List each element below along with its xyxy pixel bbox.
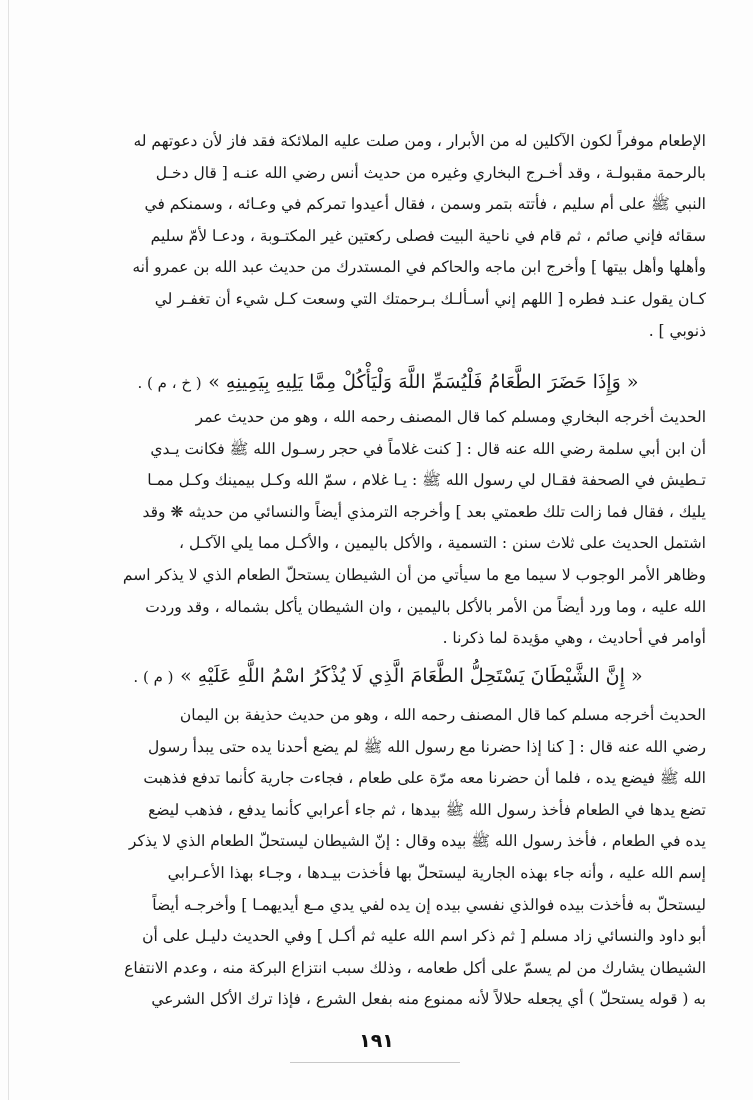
text-line: أن ابن أبي سلمة رضي الله عنه قال : [ كنت غلاماً في حجر رسـول الله ﷺ فكانت يـدي (150, 439, 706, 458)
page-number: ١٩١ (359, 1030, 394, 1052)
text-line: أبو داود والنسائي زاد مسلم [ ثم ذكر اسم الله عليه ثم أكـل ] وفي الحديث دليـل على أن (142, 927, 706, 946)
text-line: تـطيش في الصحفة فقـال لي رسول الله ﷺ : يـا غلام ، سمّ الله وكـل بيمينك وكـل ممـا (147, 471, 706, 490)
text-line: الإطعام موفراً لكون الآكلين له من الأبرار ، ومن صلت عليه الملائكة فقد فاز لأن دعوتهم له (133, 132, 706, 150)
text-line: يليك ، فقال فما زالت تلك طعمتي بعد ] وأخرجه الترمذي أيضاً والنسائي من حديثه ❋ وقد (142, 502, 706, 521)
page-edge-line (8, 0, 9, 1100)
hadith-heading-1 (70, 363, 706, 402)
text-line: اشتمل الحديث على ثلاث سنن : التسمية ، والأكل باليمين ، والأكـل مما يلي الآكـل ، (179, 534, 706, 553)
text-line: وظاهر الأمر الوجوب لا سيما مع ما سيأتي من أن الشيطان يستحلّ الطعام الذي لا يذكر اسم (122, 565, 706, 584)
hadith-source: ( خ ، م ) . (137, 374, 202, 392)
page-number-divider (290, 1062, 460, 1063)
hadith-source: ( م ) . (133, 668, 174, 686)
text-line: الشيطان يشارك من لم يسمّ على أكل طعامه ، وذلك سبب انتزاع البركة منه ، وعدم الانتفاع (124, 958, 706, 977)
paragraph-3 (70, 700, 706, 1016)
text-line: تضع يدها في الطعام فأخذ رسول الله ﷺ بيدها ، ثم جاء أعرابي كأنما يدفع ، فذهب ليضع (148, 800, 706, 819)
text-line: الله ﷺ فيضع يده ، فلما أن حضرنا معه مرّة على طعام ، فجاءت جارية كأنما تدفع فذهبت (143, 769, 706, 788)
paragraph-1 (70, 126, 706, 347)
text-line: رضي الله عنه قال : [ كنا إذا حضرنا مع رسول الله ﷺ لم يضع أحدنا يده حتى يبدأ رسول (148, 737, 706, 756)
hadith-heading-2 (70, 657, 706, 696)
paragraph-2 (70, 402, 706, 655)
text-line: الحديث أخرجه مسلم كما قال المصنف رحمه الله ، وهو من حديث حذيفة بن اليمان (179, 706, 706, 724)
hadith-text: « وَإِذَا حَضَرَ الطَّعَامُ فَلْيُسَمِّ اللَّهَ وَلْيَأْكُلْ مِمَّا يَلِيهِ بِيَمِينِهِ » (208, 371, 639, 393)
text-line: الحديث أخرجه البخاري ومسلم كما قال المصنف رحمه الله ، وهو من حديث عمر (195, 408, 706, 426)
text-line: ليستحلّ به فأخذت بيده فوالذي نفسي بيده إن يده لفي يدي مـع أيديهمـا ] وأخرجـه أيضاً (152, 895, 706, 914)
text-line: الله عليه ، وما ورد أيضاً من الأمر بالأكل باليمين ، وان الشيطان يأكل بشماله ، وقد وردت (145, 597, 706, 616)
text-line: إسم الله عليه ، وأنه جاء بهذه الجارية ليستحلّ بها فأخذت بيـدها ، وجـاء بهذا الأعـرابي (167, 863, 706, 882)
text-line: يده في الطعام ، فأخذ رسول الله ﷺ بيده وقال : إنّ الشيطان ليستحلّ الطعام الذي لا يذكر (128, 832, 706, 851)
hadith-text: « إِنَّ الشَّيْطَانَ يَسْتَحِلُّ الطَّعَامَ الَّذِي لَا يُذْكَرُ اسْمُ اللَّهِ عَلَيْهِ » (180, 665, 643, 687)
text-line: النبي ﷺ على أم سليم ، فأتته بتمر وسمن ، فقال أعيدوا تمركم في وعـائه ، وسمنكم في (144, 195, 706, 214)
text-line: بالرحمة مقبولـة ، وقد أخـرج البخاري وغيره من حديث أنس رضي الله عنـه [ قال دخـل (155, 163, 706, 182)
text-line: أوامر في أحاديث ، وهي مؤيدة لما ذكرنا . (442, 629, 706, 648)
text-line: به ( قوله يستحلّ ) أي يجعله حلالاً لأنه ممنوع منه بفعل الشرع ، فإذا ترك الأكل الشرعي (151, 990, 706, 1009)
text-line: كـان يقول عنـد فطره [ اللهم إني أسـألـك بـرحمتك التي وسعت كـل شيء أن تغفـر لي (154, 289, 706, 308)
text-line: سقائه فإني صائم ، ثم قام في ناحية البيت فصلى ركعتين غير المكتـوبة ، ودعـا لأمّ سليم (150, 226, 706, 245)
text-line: وأهلها وأهل بيتها ] وأخرج ابن ماجه والحاكم في المستدرك من حديث عبد الله بن عمرو أنه (132, 258, 706, 277)
text-line: ذنوبي ] . (648, 321, 706, 340)
